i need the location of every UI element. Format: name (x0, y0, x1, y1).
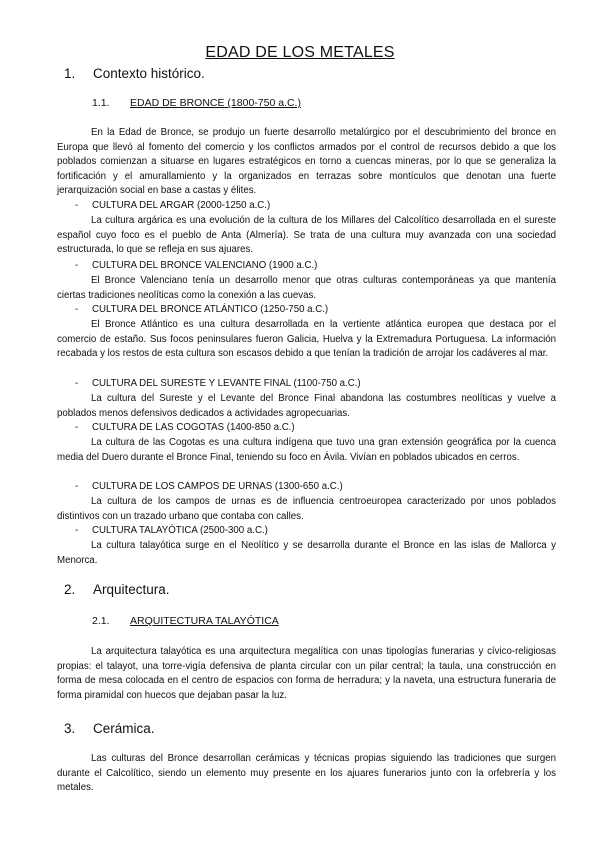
list-dash: - (75, 378, 79, 389)
culture-item-talayotica (75, 524, 268, 539)
subsection-number: 2.1. (92, 615, 110, 627)
paragraph-valenciano: El Bronce Valenciano tenía un desarrollo menor que otras culturas contemporáneas ya que mantenía ciertas tradiciones neolíticas como la conexión a las cuevas. (57, 275, 556, 301)
paragraph-talayotica: La cultura talayótica surge en el Neolítico y se desarrolla durante el Bronce en las islas de Mallorca y Menorca. (57, 540, 556, 566)
paragraph-atlantico: El Bronce Atlántico es una cultura desarrollada en la vertiente atlántica europea que destaca por el comercio de estaño. Sus focos peninsulares fueron Galicia, Huelva y la Extremadura Portuguesa. La información recabada y los restos de esta cultura son escasos debido a que tenían la tradición de arrojar los cadáveres al mar. (57, 319, 556, 360)
subsection-heading-2-1 (92, 615, 279, 627)
section-number: 2. (64, 582, 76, 597)
subsection-number: 1.1. (92, 97, 110, 109)
list-dash: - (75, 422, 79, 433)
paragraph-ceramics: Las culturas del Bronce desarrollan cerámicas y técnicas propias siguiendo las tradiciones que surgen durante el Calcolítico, siendo un elemento muy presente en los ajuares funerarios junto con la orfebrería y los metales. (57, 753, 556, 794)
culture-name: CULTURA DE LOS CAMPOS DE URNAS (1300-650 a.C.) (92, 481, 343, 492)
culture-item-cogotas (75, 421, 295, 436)
culture-name: CULTURA DEL BRONCE VALENCIANO (1900 a.C.) (92, 260, 318, 271)
culture-item-argar (75, 199, 270, 214)
section-heading-1 (64, 66, 205, 81)
paragraph-sureste: La cultura del Sureste y el Levante del Bronce Final abandona las costumbres neolíticas y vuelve a poblados menos defensivos dedicados a actividades agropecuarias. (57, 393, 556, 419)
list-dash: - (75, 304, 79, 315)
culture-name: CULTURA TALAYÓTICA (2500-300 a.C.) (92, 525, 268, 536)
list-dash: - (75, 200, 79, 211)
list-dash: - (75, 481, 79, 492)
culture-item-campos-urnas (75, 480, 343, 495)
list-dash: - (75, 525, 79, 536)
paragraph-argar: La cultura argárica es una evolución de la cultura de los Millares del Calcolítico desarrollada en el sureste español cuyo foco es el pueblo de Anta (Almería). Se trata de una cultura muy avanzada con una sociedad estructurada, lo que se refleja en sus ajuares. (57, 215, 556, 256)
paragraph-campos-urnas: La cultura de los campos de urnas es de influencia centroeuropea caracterizado por unos poblados distintivos con un trazado urbano que contaba con calles. (57, 496, 556, 522)
culture-name: CULTURA DE LAS COGOTAS (1400-850 a.C.) (92, 422, 295, 433)
subsection-heading-1-1 (92, 97, 301, 109)
section-title: Arquitectura. (93, 582, 170, 597)
section-title: Cerámica. (93, 721, 155, 736)
subsection-title: EDAD DE BRONCE (1800-750 a.C.) (130, 97, 301, 109)
section-number: 1. (64, 66, 76, 81)
paragraph-bronze-intro: En la Edad de Bronce, se produjo un fuerte desarrollo metalúrgico por el descubrimiento del bronce en Europa que llevó al fomento del comercio y los conflictos armados por el control de recursos debido a que los poblados comienzan a situarse en lugares estratégicos en torno a cuencas mineras, por lo que se generaliza la fortificación y el amurallamiento y la organizados en terrazas sobre montículos que denotan una fuerte jerarquización social en base a castas y élites. (57, 127, 556, 197)
section-title: Contexto histórico. (93, 66, 205, 81)
list-dash: - (75, 260, 79, 271)
culture-item-sureste (75, 377, 361, 392)
culture-item-atlantico (75, 303, 328, 318)
culture-name: CULTURA DEL BRONCE ATLÁNTICO (1250-750 a.C.) (92, 304, 329, 315)
paragraph-architecture: La arquitectura talayótica es una arquitectura megalítica con unas tipologías funerarias y cívico-religiosas propias: el talayot, una torre-vigía defensiva de planta circular con un pilar central; la taula, una construcción en forma de mesa colocada en el centro de espacios con forma de herradura; y la naveta, una estructura funeraria de forma piramidal con huecos que dejaban pasar la luz. (57, 646, 556, 701)
subsection-title: ARQUITECTURA TALAYÓTICA (130, 615, 279, 627)
paragraph-cogotas: La cultura de las Cogotas es una cultura indígena que tuvo una gran extensión geográfica por la cuenca media del Duero durante el Bronce Final, teniendo su foco en Ávila. Vivían en poblados ubicados en cerros. (57, 437, 556, 463)
section-heading-3 (64, 721, 155, 736)
section-number: 3. (64, 721, 76, 736)
section-heading-2 (64, 582, 170, 597)
culture-name: CULTURA DEL SURESTE Y LEVANTE FINAL (1100-750 a.C.) (92, 378, 361, 389)
document-title: EDAD DE LOS METALES (205, 44, 395, 61)
culture-item-valenciano (75, 259, 317, 274)
culture-name: CULTURA DEL ARGAR (2000-1250 a.C.) (92, 200, 271, 211)
